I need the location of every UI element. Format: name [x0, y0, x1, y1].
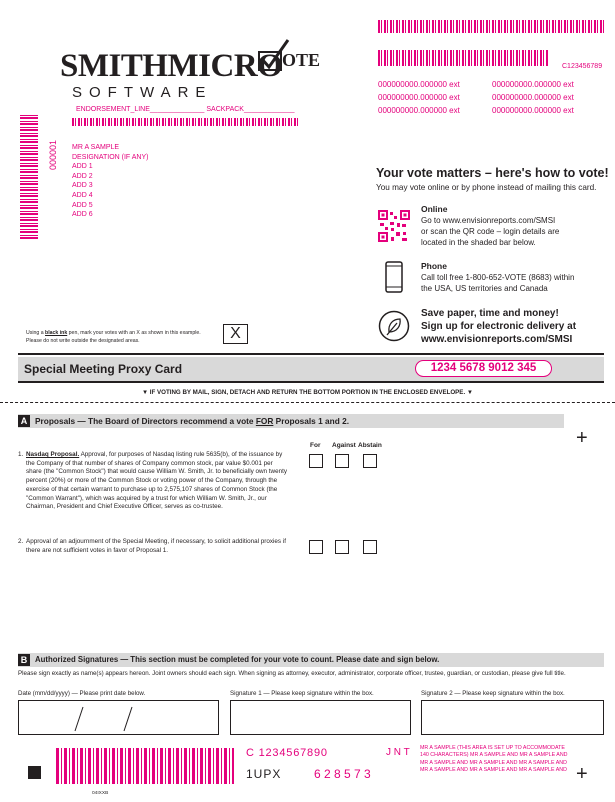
- ext-value: 000000000.000000 ext: [492, 80, 574, 89]
- footer-code: C 1234567890: [246, 747, 328, 759]
- instruction-text: pen, mark your votes with an X as shown in this example.: [67, 330, 201, 336]
- qr-code-icon: [378, 210, 410, 242]
- footer-sample-line: MR A SAMPLE AND MR A SAMPLE AND MR A SAMPLE AND: [420, 759, 567, 766]
- online-text: Go to www.envisionreports.com/SMSI: [421, 216, 556, 225]
- leaf-icon: [378, 310, 410, 342]
- marking-instructions: [26, 329, 226, 345]
- proposal-number: 2.: [18, 538, 24, 545]
- signature-1-field[interactable]: [230, 700, 411, 735]
- col-header-for: For: [310, 442, 321, 449]
- address-line: MR A SAMPLE: [72, 144, 120, 151]
- account-code: C123456789: [562, 63, 603, 70]
- proposal-number: 1.: [18, 451, 24, 458]
- proposal-2-for-checkbox[interactable]: [309, 540, 323, 554]
- proposal-2-text: Approval of an adjournment of the Special Meeting, if necessary, to solicit additional proxies if there are not sufficient votes in favor of Proposal 1.: [26, 538, 286, 554]
- logo-wordmark: SMITHMICRO: [60, 48, 283, 84]
- col-header-against: Against: [332, 442, 356, 449]
- section-b-title: Authorized Signatures — This section must be completed for your vote to count. Please date and sign below.: [35, 655, 440, 664]
- perforation-line: [0, 402, 615, 403]
- divider-line: [18, 353, 604, 355]
- proposal-2-against-checkbox[interactable]: [335, 540, 349, 554]
- instruction-text: Using a: [26, 330, 46, 336]
- section-a-title-text: Proposals — The Board of Directors recommend a vote: [35, 416, 256, 426]
- signature-2-field[interactable]: [421, 700, 604, 735]
- section-a-title-for: FOR: [255, 416, 274, 426]
- proposal-1: [18, 451, 290, 512]
- control-number: 1234 5678 9012 345: [415, 360, 552, 377]
- section-b-letter: B: [18, 654, 30, 666]
- phone-title: Phone: [421, 261, 447, 271]
- vote-logo-text: OTE: [282, 50, 321, 70]
- proposal-2: [18, 538, 290, 555]
- sequence-number: 000001: [48, 139, 58, 170]
- date-field[interactable]: [18, 700, 219, 735]
- online-section: [421, 204, 611, 248]
- address-line: ADD 1: [72, 163, 93, 171]
- proposal-1-against-checkbox[interactable]: [335, 454, 349, 468]
- vote-headline: Your vote matters – here's how to vote!: [376, 166, 609, 180]
- instruction-line: [26, 329, 226, 337]
- top-barcode: [378, 20, 606, 33]
- ext-value: 000000000.000000 ext: [492, 93, 574, 102]
- example-x: X: [230, 325, 241, 342]
- proposal-1-text: Approval, for purposes of Nasdaq listing rule 5635(b), of the issuance by the Company of that number of shares of Company common stock, par value $0.001 per share (the "Common Stock") that would cause William W. Smith, Jr. to beneficially own twenty percent (20%) or more of the Common Stock or voting power of the Company, through the exercise of that certain warrant to purchase up to 2,575,107 shares of Common Stock (the "Common Warrant"), which was acquired by a trust for which William W. Smith, Jr., our Chairman, President and Chief Executive Officer, serves as co-trustee.: [26, 451, 287, 511]
- address-line: ADD 3: [72, 182, 93, 190]
- registration-cross-icon: +: [576, 763, 588, 785]
- phone-section: [421, 261, 611, 294]
- ext-value: 000000000.000000 ext: [492, 106, 574, 115]
- footer-barcode: [56, 748, 234, 784]
- instruction-black-ink: black ink: [45, 330, 68, 336]
- proposal-1-body: [26, 451, 290, 512]
- footer-jnt: J N T: [386, 747, 410, 758]
- vote-logo: [258, 38, 321, 72]
- paper-text: Sign up for electronic delivery at: [421, 321, 577, 332]
- online-title: Online: [421, 204, 448, 214]
- address-barcode: [72, 118, 300, 126]
- registration-cross-icon: +: [576, 427, 588, 449]
- proposal-1-abstain-checkbox[interactable]: [363, 454, 377, 468]
- registration-square: [28, 766, 41, 779]
- section-a-title-text: Proposals 1 and 2.: [273, 416, 349, 426]
- vote-subline: You may vote online or by phone instead of mailing this card.: [376, 183, 597, 192]
- address-line: ADD 2: [72, 172, 93, 180]
- proxy-card-title: Special Meeting Proxy Card: [24, 362, 183, 376]
- date-label: Date (mm/dd/yyyy) — Please print date below.: [18, 690, 146, 697]
- address-line: ADD 6: [72, 211, 93, 219]
- section-a-letter: A: [18, 415, 30, 427]
- paper-link[interactable]: www.envisionreports.com/SMSI: [421, 334, 573, 345]
- logo-subtitle: SOFTWARE: [72, 84, 213, 101]
- date-separators: [19, 701, 220, 736]
- ext-value: 000000000.000000 ext: [378, 80, 460, 89]
- endorsement-line: ENDORSEMENT_LINE______________ SACKPACK_____________: [76, 106, 295, 113]
- online-text: located in the shaded bar below.: [421, 238, 536, 247]
- company-logo: [60, 48, 283, 108]
- example-mark-box: [223, 324, 248, 344]
- proposal-1-title: Nasdaq Proposal.: [26, 451, 80, 458]
- footer-sample-line: MR A SAMPLE AND MR A SAMPLE AND MR A SAMPLE AND: [420, 766, 567, 773]
- footer-sample-block: [420, 745, 580, 774]
- phone-text: Call toll free 1-800-652-VOTE (8683) within: [421, 273, 575, 282]
- online-text: or scan the QR code – login details are: [421, 227, 560, 236]
- proposal-1-for-checkbox[interactable]: [309, 454, 323, 468]
- address-block: [72, 143, 232, 220]
- phone-text: the USA, US territories and Canada: [421, 284, 548, 293]
- section-b-instructions: Please sign exactly as name(s) appears hereon. Joint owners should each sign. When signing as attorney, executor, administrator, corporate officer, trustee, guardian, or custodian, please give full title.: [18, 670, 566, 677]
- paper-text: Save paper, time and money!: [421, 308, 559, 319]
- form-code: 04IXXB: [92, 791, 109, 796]
- detach-notice: ▼ IF VOTING BY MAIL, SIGN, DETACH AND RETURN THE BOTTOM PORTION IN THE ENCLOSED ENVELOPE. ▼: [141, 389, 474, 396]
- footer-number: 6 2 8 5 7 3: [314, 767, 371, 781]
- electronic-delivery: [421, 307, 611, 346]
- col-header-abstain: Abstain: [358, 442, 382, 449]
- ext-value: 000000000.000000 ext: [378, 106, 460, 115]
- address-line: ADD 5: [72, 201, 93, 209]
- footer-sample-line: MR A SAMPLE (THIS AREA IS SET UP TO ACCOMMODATE: [420, 745, 565, 751]
- ext-value: 000000000.000000 ext: [378, 93, 460, 102]
- section-a-title: [35, 415, 349, 427]
- address-line: ADD 4: [72, 191, 93, 199]
- address-line: DESIGNATION (IF ANY): [72, 153, 149, 161]
- phone-icon: [385, 261, 403, 293]
- instruction-line: Please do not write outside the designated areas.: [26, 338, 140, 344]
- footer-upx: 1UPX: [246, 767, 282, 781]
- proposal-2-abstain-checkbox[interactable]: [363, 540, 377, 554]
- footer-sample-line: 140 CHARACTERS) MR A SAMPLE AND MR A SAMPLE AND: [420, 752, 568, 759]
- divider-line: [18, 381, 604, 383]
- side-barcode: [20, 114, 38, 239]
- signature-1-label: Signature 1 — Please keep signature within the box.: [230, 690, 374, 697]
- top-barcode-2: [378, 50, 548, 66]
- signature-2-label: Signature 2 — Please keep signature within the box.: [421, 690, 565, 697]
